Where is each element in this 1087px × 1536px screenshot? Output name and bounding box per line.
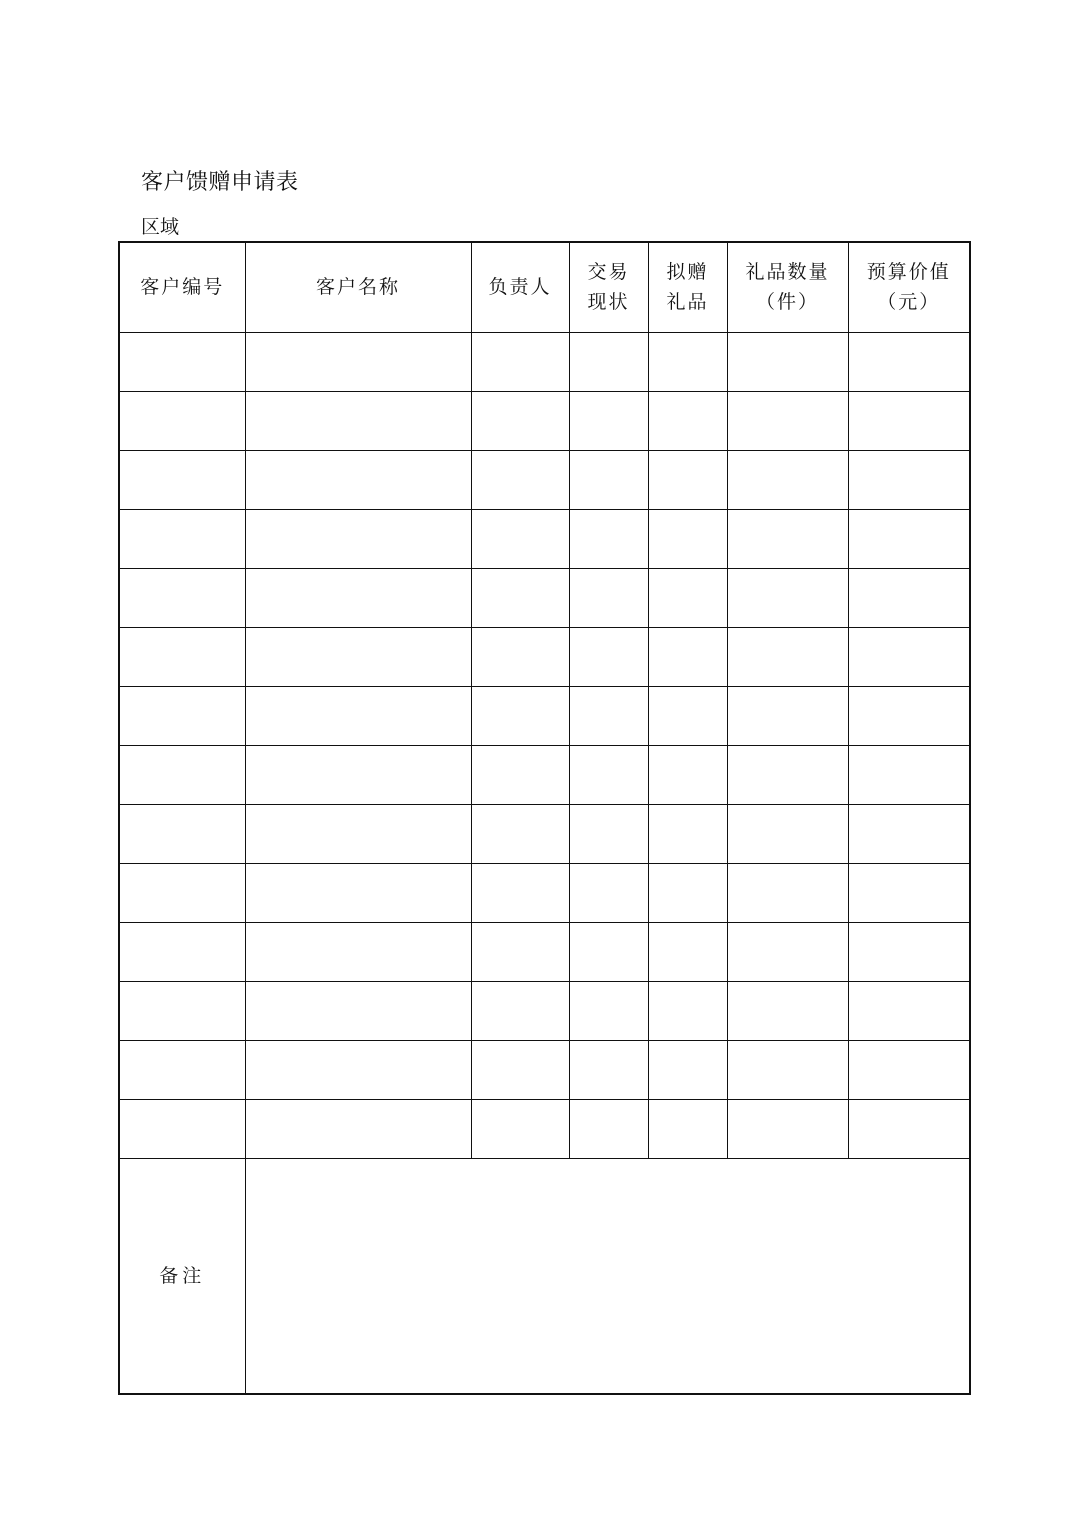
- cell-deal-status[interactable]: [569, 627, 648, 686]
- cell-budget-value[interactable]: [848, 627, 970, 686]
- table-row: [119, 981, 970, 1040]
- cell-proposed-gift[interactable]: [648, 922, 727, 981]
- cell-gift-quantity[interactable]: [727, 863, 848, 922]
- cell-customer-id[interactable]: [119, 745, 245, 804]
- cell-customer-name[interactable]: [245, 568, 471, 627]
- cell-customer-name[interactable]: [245, 1099, 471, 1158]
- cell-customer-name[interactable]: [245, 1040, 471, 1099]
- table-row: [119, 686, 970, 745]
- cell-proposed-gift[interactable]: [648, 568, 727, 627]
- cell-customer-name[interactable]: [245, 391, 471, 450]
- cell-customer-id[interactable]: [119, 332, 245, 391]
- cell-budget-value[interactable]: [848, 1099, 970, 1158]
- cell-gift-quantity[interactable]: [727, 1040, 848, 1099]
- cell-deal-status[interactable]: [569, 450, 648, 509]
- table-row: [119, 922, 970, 981]
- cell-customer-id[interactable]: [119, 450, 245, 509]
- cell-proposed-gift[interactable]: [648, 1099, 727, 1158]
- header-deal-status: 交易 现状: [569, 242, 648, 332]
- cell-customer-id[interactable]: [119, 509, 245, 568]
- cell-proposed-gift[interactable]: [648, 332, 727, 391]
- cell-customer-name[interactable]: [245, 745, 471, 804]
- cell-gift-quantity[interactable]: [727, 627, 848, 686]
- cell-customer-id[interactable]: [119, 922, 245, 981]
- table-row: [119, 509, 970, 568]
- header-proposed-gift: 拟赠 礼品: [648, 242, 727, 332]
- cell-budget-value[interactable]: [848, 568, 970, 627]
- header-customer-name: 客户名称: [245, 242, 471, 332]
- cell-gift-quantity[interactable]: [727, 804, 848, 863]
- cell-customer-id[interactable]: [119, 804, 245, 863]
- cell-owner[interactable]: [471, 981, 569, 1040]
- cell-gift-quantity[interactable]: [727, 981, 848, 1040]
- remarks-row: [119, 1158, 970, 1394]
- cell-gift-quantity[interactable]: [727, 332, 848, 391]
- document-title: 客户馈赠申请表: [141, 170, 299, 195]
- cell-owner[interactable]: [471, 922, 569, 981]
- cell-owner[interactable]: [471, 686, 569, 745]
- cell-gift-quantity[interactable]: [727, 568, 848, 627]
- cell-proposed-gift[interactable]: [648, 745, 727, 804]
- cell-deal-status[interactable]: [569, 332, 648, 391]
- cell-deal-status[interactable]: [569, 804, 648, 863]
- cell-deal-status[interactable]: [569, 1040, 648, 1099]
- cell-proposed-gift[interactable]: [648, 981, 727, 1040]
- cell-deal-status[interactable]: [569, 745, 648, 804]
- cell-budget-value[interactable]: [848, 391, 970, 450]
- cell-customer-id[interactable]: [119, 391, 245, 450]
- header-customer-id: 客户编号: [119, 242, 245, 332]
- cell-gift-quantity[interactable]: [727, 922, 848, 981]
- cell-deal-status[interactable]: [569, 922, 648, 981]
- cell-customer-name[interactable]: [245, 509, 471, 568]
- cell-gift-quantity[interactable]: [727, 1099, 848, 1158]
- cell-proposed-gift[interactable]: [648, 627, 727, 686]
- cell-customer-name[interactable]: [245, 863, 471, 922]
- cell-customer-id[interactable]: [119, 568, 245, 627]
- gift-application-table: [118, 241, 971, 1395]
- table-row: [119, 1099, 970, 1158]
- cell-customer-id[interactable]: [119, 1040, 245, 1099]
- cell-gift-quantity[interactable]: [727, 509, 848, 568]
- cell-owner[interactable]: [471, 450, 569, 509]
- table-row: [119, 863, 970, 922]
- table-row: [119, 627, 970, 686]
- cell-gift-quantity[interactable]: [727, 450, 848, 509]
- cell-proposed-gift[interactable]: [648, 863, 727, 922]
- cell-budget-value[interactable]: [848, 509, 970, 568]
- cell-proposed-gift[interactable]: [648, 450, 727, 509]
- cell-customer-name[interactable]: [245, 332, 471, 391]
- cell-customer-name[interactable]: [245, 922, 471, 981]
- cell-owner[interactable]: [471, 1040, 569, 1099]
- cell-owner[interactable]: [471, 627, 569, 686]
- cell-budget-value[interactable]: [848, 863, 970, 922]
- remarks-label-cell: [119, 1158, 245, 1394]
- cell-budget-value[interactable]: [848, 922, 970, 981]
- cell-owner[interactable]: [471, 863, 569, 922]
- cell-deal-status[interactable]: [569, 1099, 648, 1158]
- remarks-field[interactable]: [245, 1158, 970, 1394]
- cell-gift-quantity[interactable]: [727, 391, 848, 450]
- cell-proposed-gift[interactable]: [648, 1040, 727, 1099]
- header-owner: 负责人: [471, 242, 569, 332]
- table-row: [119, 745, 970, 804]
- cell-customer-name[interactable]: [245, 981, 471, 1040]
- table-row: [119, 391, 970, 450]
- cell-budget-value[interactable]: [848, 332, 970, 391]
- table-row: [119, 804, 970, 863]
- cell-deal-status[interactable]: [569, 568, 648, 627]
- header-budget-value: 预算价值 （元）: [848, 242, 970, 332]
- cell-deal-status[interactable]: [569, 863, 648, 922]
- cell-customer-id[interactable]: [119, 627, 245, 686]
- cell-proposed-gift[interactable]: [648, 804, 727, 863]
- table-header-row: [119, 242, 970, 332]
- cell-proposed-gift[interactable]: [648, 509, 727, 568]
- table-row: [119, 568, 970, 627]
- cell-budget-value[interactable]: [848, 1040, 970, 1099]
- cell-owner[interactable]: [471, 391, 569, 450]
- cell-customer-name[interactable]: [245, 627, 471, 686]
- cell-owner[interactable]: [471, 745, 569, 804]
- header-gift-quantity: 礼品数量 （件）: [727, 242, 848, 332]
- cell-budget-value[interactable]: [848, 745, 970, 804]
- cell-deal-status[interactable]: [569, 981, 648, 1040]
- cell-customer-name[interactable]: [245, 686, 471, 745]
- region-label: 区域: [141, 216, 180, 238]
- table-row: [119, 450, 970, 509]
- cell-budget-value[interactable]: [848, 686, 970, 745]
- cell-gift-quantity[interactable]: [727, 686, 848, 745]
- cell-deal-status[interactable]: [569, 391, 648, 450]
- cell-gift-quantity[interactable]: [727, 745, 848, 804]
- cell-customer-name[interactable]: [245, 804, 471, 863]
- cell-customer-id[interactable]: [119, 863, 245, 922]
- cell-customer-name[interactable]: [245, 450, 471, 509]
- cell-budget-value[interactable]: [848, 450, 970, 509]
- cell-owner[interactable]: [471, 1099, 569, 1158]
- remarks-label: 备注: [159, 1264, 206, 1287]
- cell-deal-status[interactable]: [569, 509, 648, 568]
- cell-customer-id[interactable]: [119, 1099, 245, 1158]
- cell-proposed-gift[interactable]: [648, 686, 727, 745]
- cell-owner[interactable]: [471, 332, 569, 391]
- cell-owner[interactable]: [471, 509, 569, 568]
- cell-proposed-gift[interactable]: [648, 391, 727, 450]
- table-row: [119, 332, 970, 391]
- cell-customer-id[interactable]: [119, 686, 245, 745]
- cell-owner[interactable]: [471, 568, 569, 627]
- table-row: [119, 1040, 970, 1099]
- cell-customer-id[interactable]: [119, 981, 245, 1040]
- cell-budget-value[interactable]: [848, 981, 970, 1040]
- cell-deal-status[interactable]: [569, 686, 648, 745]
- cell-owner[interactable]: [471, 804, 569, 863]
- cell-budget-value[interactable]: [848, 804, 970, 863]
